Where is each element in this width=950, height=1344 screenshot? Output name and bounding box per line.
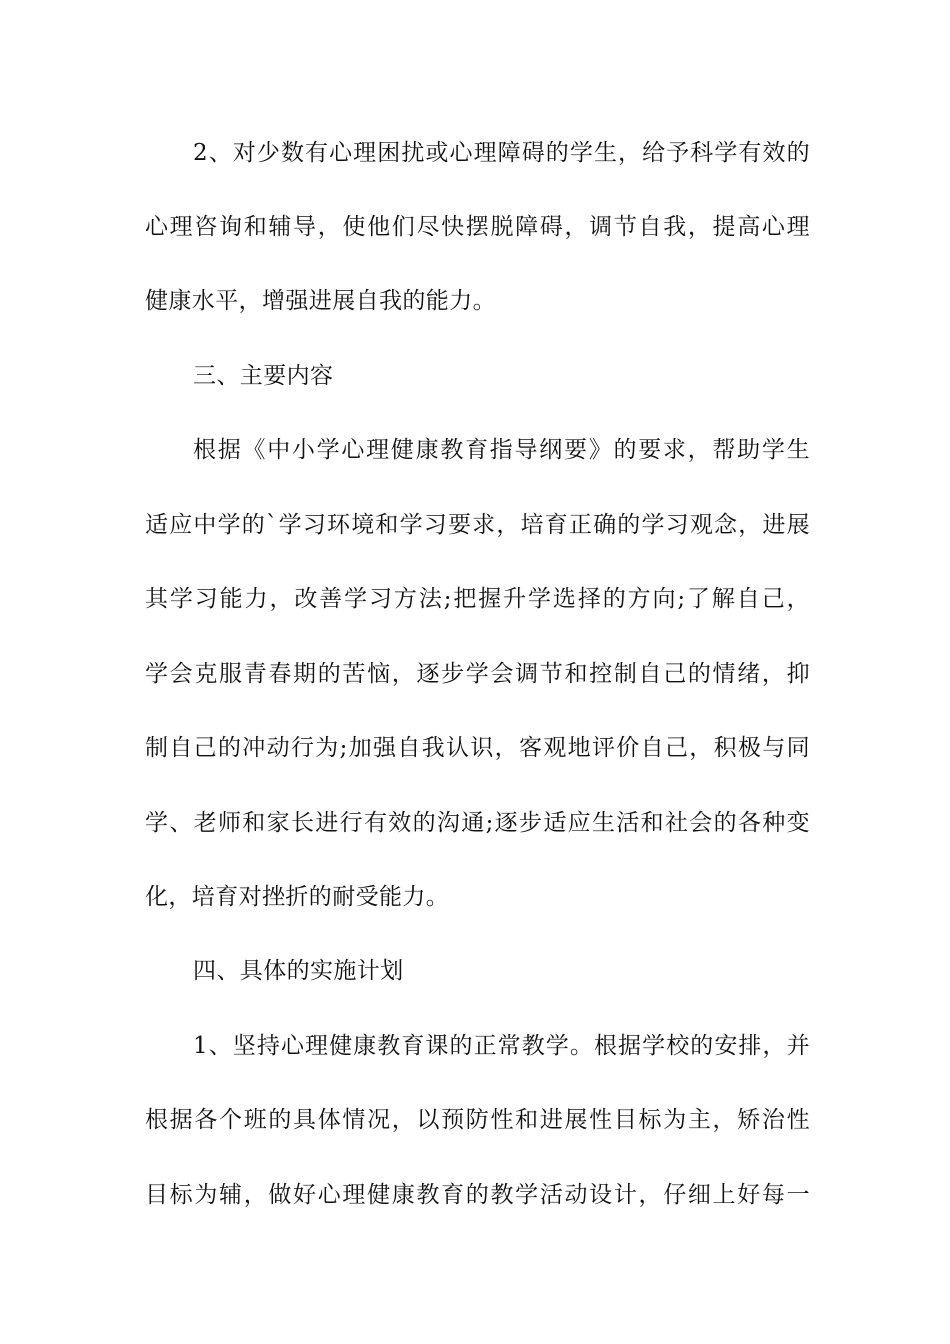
text-line-14: 根据各个班的具体情况，以预防性和进展性目标为主，矫治性	[145, 1107, 810, 1133]
section-heading-4: 四、具体的实施计划	[193, 958, 404, 984]
text-line-11: 化，培育对挫折的耐受能力。	[145, 884, 450, 910]
text-line-6: 适应中学的`学习环境和学习要求，培育正确的学习观念，进展	[145, 512, 810, 538]
text-line-2: 心理咨询和辅导，使他们尽快摆脱障碍，调节自我，提高心理	[145, 214, 810, 240]
text-line-5: 根据《中小学心理健康教育指导纲要》的要求，帮助学生	[193, 437, 810, 463]
text-line-8: 学会克服青春期的苦恼，逐步学会调节和控制自己的情绪，抑	[145, 661, 810, 687]
text-line-7: 其学习能力，改善学习方法;把握升学选择的方向;了解自己，	[145, 586, 810, 612]
text-line-3: 健康水平，增强进展自我的能力。	[145, 288, 496, 314]
text-line-13: 1、坚持心理健康教育课的正常教学。根据学校的安排，并	[193, 1033, 810, 1059]
text-line-15: 目标为辅，做好心理健康教育的教学活动设计，仔细上好每一	[145, 1182, 810, 1208]
text-line-1: 2、对少数有心理困扰或心理障碍的学生，给予科学有效的	[193, 140, 810, 166]
text-line-10: 学、老师和家长进行有效的沟通;逐步适应生活和社会的各种变	[145, 810, 810, 836]
section-heading-3: 三、主要内容	[193, 363, 334, 389]
text-line-9: 制自己的冲动行为;加强自我认识，客观地评价自己，积极与同	[145, 735, 810, 761]
